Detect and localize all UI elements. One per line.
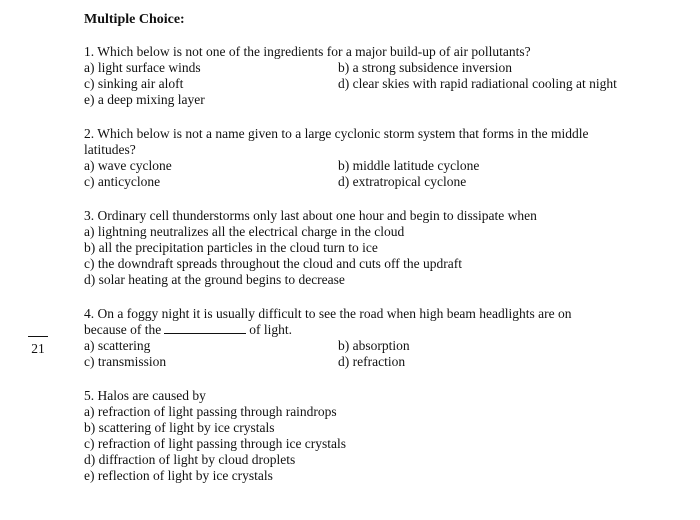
question-5-text: 5. Halos are caused by	[84, 388, 206, 403]
question-2-option-c: c) anticyclone	[84, 174, 161, 189]
question-1-option-d: d) clear skies with rapid radiational cooling at night	[338, 76, 617, 91]
question-4-option-d: d) refraction	[338, 354, 406, 369]
question-4-text-line1: 4. On a foggy night it is usually difficult to see the road when high beam headlights are on	[84, 306, 572, 321]
question-2-text-line1: 2. Which below is not a name given to a large cyclonic storm system that forms in the middle	[84, 126, 589, 141]
question-1-option-a: a) light surface winds	[84, 60, 201, 75]
margin-rule	[28, 336, 48, 337]
question-1-option-b: b) a strong subsidence inversion	[338, 60, 512, 75]
question-3-option-d: d) solar heating at the ground begins to decrease	[84, 272, 345, 287]
question-2-option-d: d) extratropical cyclone	[338, 174, 467, 189]
question-3-option-c: c) the downdraft spreads throughout the cloud and cuts off the updraft	[84, 256, 463, 271]
question-1-option-c: c) sinking air aloft	[84, 76, 184, 91]
question-4-option-a: a) scattering	[84, 338, 151, 353]
section-title: Multiple Choice:	[84, 12, 185, 27]
question-5-option-e: e) reflection of light by ice crystals	[84, 468, 273, 483]
margin-number	[24, 336, 52, 357]
question-4-text-before-blank: because of the	[84, 322, 162, 337]
question-4-text-after-blank: of light.	[249, 322, 292, 337]
question-3-option-a: a) lightning neutralizes all the electrical charge in the cloud	[84, 224, 405, 239]
question-5-option-a: a) refraction of light passing through raindrops	[84, 404, 337, 419]
question-1-option-e: e) a deep mixing layer	[84, 92, 205, 107]
question-3-text: 3. Ordinary cell thunderstorms only last about one hour and begin to dissipate when	[84, 208, 537, 223]
question-3-option-b: b) all the precipitation particles in the cloud turn to ice	[84, 240, 378, 255]
question-4-option-c: c) transmission	[84, 354, 167, 369]
answer-blank	[164, 322, 246, 334]
margin-number-text: 21	[31, 341, 45, 356]
question-2-option-a: a) wave cyclone	[84, 158, 172, 173]
question-5-option-c: c) refraction of light passing through ice crystals	[84, 436, 347, 451]
question-4-option-b: b) absorption	[338, 338, 410, 353]
question-1-text: 1. Which below is not one of the ingredients for a major build-up of air pollutants?	[84, 44, 531, 59]
question-5-option-d: d) diffraction of light by cloud droplets	[84, 452, 296, 467]
question-2-text-line2: latitudes?	[84, 142, 136, 157]
question-4-text-line2	[84, 322, 292, 338]
question-2-option-b: b) middle latitude cyclone	[338, 158, 480, 173]
question-5-option-b: b) scattering of light by ice crystals	[84, 420, 275, 435]
